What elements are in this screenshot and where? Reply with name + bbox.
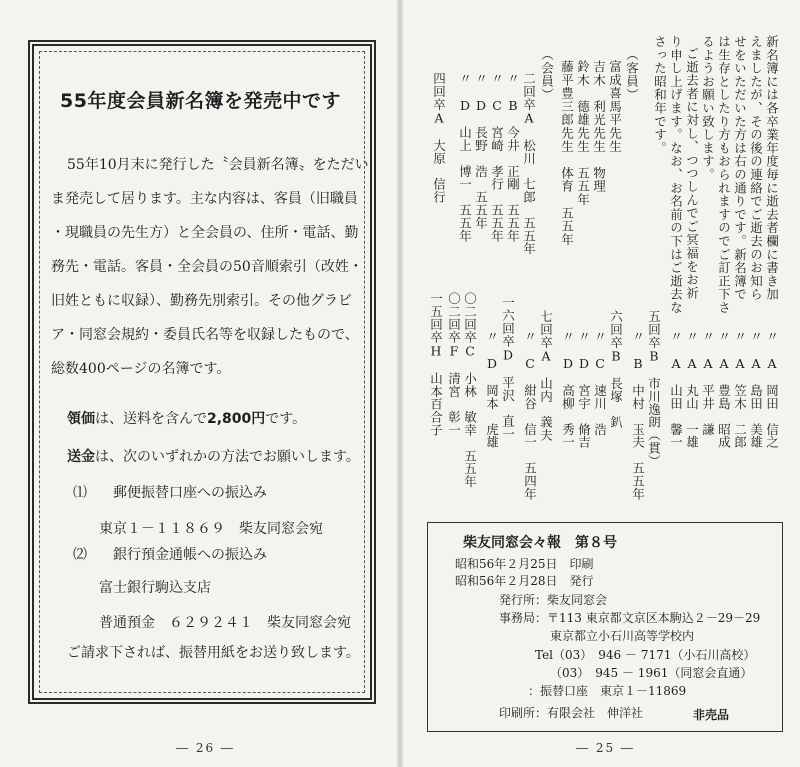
members-heading: （会員） bbox=[539, 48, 555, 102]
gutter bbox=[397, 0, 403, 767]
member-entry: 〃 D 山上 博一 五五年 bbox=[457, 72, 473, 243]
transfer-account: ：振替口座 東京１－11869 bbox=[528, 684, 687, 698]
method1-title: 郵便振替口座への振込み bbox=[113, 485, 267, 501]
staff-entry: 鈴木 德雄先生 五五年 bbox=[575, 60, 591, 207]
intro-column: るようお願い致します。 bbox=[700, 35, 716, 182]
issued-date: 昭和56年２月28日 発行 bbox=[455, 574, 594, 588]
ad-title: 55年度会員新名簿を発売中です bbox=[60, 90, 341, 112]
method1-title-line bbox=[51, 482, 361, 502]
intro-column: ご逝去者に対し、つつしんでご冥福をお祈 bbox=[684, 47, 700, 300]
price-amount: 2,800円 bbox=[207, 411, 266, 427]
member-entry: 二回卒A 松川 七郎 五五年 bbox=[521, 72, 537, 256]
remit-line bbox=[51, 446, 361, 466]
intro-line: 55年10月末に発行した〝会員新名簿〟をただい bbox=[67, 157, 369, 173]
printed-date: 昭和56年２月25日 印刷 bbox=[455, 557, 594, 571]
telephone-direct: （03） 945 － 1961（同窓会直通） bbox=[550, 666, 753, 680]
price-text: は、送料を含んで bbox=[95, 411, 207, 427]
member-entry: 〃 D 岡本 虎雄 bbox=[484, 330, 500, 449]
intro-line: 総数400ページの名簿です。 bbox=[51, 361, 231, 377]
method2-number: ⑵ bbox=[73, 547, 87, 563]
publisher: 発行所：柴友同窓会 bbox=[499, 593, 608, 607]
office-address: 事務局：〒113 東京都文京区本駒込２－29－29 bbox=[499, 611, 761, 625]
price-suffix: です。 bbox=[265, 411, 307, 427]
intro-column: せをいただいた方は右の通りです。新名簿で bbox=[732, 35, 748, 301]
price-label: 領価 bbox=[67, 411, 95, 427]
intro-column: さった昭和年です。 bbox=[652, 35, 668, 155]
page-number-right: ― 25 ― bbox=[576, 741, 635, 755]
member-entry: 〃 A 島田 美雄 bbox=[748, 330, 764, 449]
method1-detail: 東京１－１１８６９ 柴友同窓会宛 bbox=[99, 521, 323, 537]
member-entry: 〃 C 速川 浩 bbox=[592, 330, 608, 436]
intro-line: ・現職員の先生方）と全会員の、住所・電話、勤 bbox=[51, 225, 359, 241]
closing-line: ご請求下されば、振替用紙をお送り致します。 bbox=[67, 645, 360, 661]
member-entry: 〃 D 長野 浩 五五年 bbox=[473, 72, 489, 230]
telephone-school: Tel（03） 946 － 7171（小石川高校） bbox=[535, 648, 756, 662]
intro-line: 務先・電話。客員・全会員の50音順索引（改姓・ bbox=[51, 259, 363, 275]
printer: 印刷所：有限会社 伸洋社 bbox=[499, 706, 644, 720]
member-entry: 一五回卒H 山本百合子 bbox=[428, 292, 444, 437]
method2-title-line bbox=[51, 544, 361, 564]
member-entry: 〃 A 笠木 二郎 bbox=[732, 330, 748, 449]
intro-line: ア・同窓会規約・委員氏名等を収録したもので、 bbox=[51, 327, 359, 343]
member-entry: 〃 A 岡田 信之 bbox=[764, 330, 780, 449]
member-entry: 〃 A 平井 謙 bbox=[700, 330, 716, 436]
intro-line: ま発売して居ります。主な内容は、客員（旧職員 bbox=[51, 191, 358, 207]
colophon-box bbox=[427, 522, 783, 732]
member-entry: 〃 C 紺谷 信一 五四年 bbox=[522, 330, 538, 501]
method2-account: 普通預金 ６２９２４１ 柴友同窓会宛 bbox=[99, 615, 351, 631]
member-entry: 〃 D 高柳 秀一 bbox=[560, 330, 576, 449]
member-entry: 六回卒B 長塚 釟 bbox=[608, 310, 624, 429]
member-entry: 〇二回卒C 小林 敏幸 五五年 bbox=[462, 292, 478, 488]
member-entry: 〃 A 山田 馨一 bbox=[668, 330, 684, 449]
page-number-left: ― 26 ― bbox=[176, 741, 235, 755]
intro-line: 旧姓ともに収録）、勤務先別索引。その他グラビ bbox=[51, 293, 352, 309]
remit-text: は、次のいずれかの方法でお願いします。 bbox=[95, 449, 360, 465]
member-entry: 〃 B 今井 正剛 五五年 bbox=[505, 72, 521, 243]
member-entry: 〃 A 豊島 昭成 bbox=[716, 330, 732, 449]
staff-entry: 吉木 利光先生 物理 bbox=[591, 60, 607, 193]
school-name: 東京都立小石川高等学校内 bbox=[550, 629, 695, 643]
method1-number: ⑴ bbox=[73, 485, 87, 501]
intro-column: は生存としたり方もおられますのでご訂正下さ bbox=[716, 35, 732, 315]
member-entry: 〃 B 中村 玉夫 五五年 bbox=[630, 330, 646, 501]
price-line bbox=[51, 408, 361, 428]
member-entry: 七回卒A 山内 義夫 bbox=[538, 310, 554, 442]
not-for-sale-label: 非売品 bbox=[693, 708, 730, 722]
staff-entry: 藤平豊三郎先生 体育 五五年 bbox=[559, 60, 575, 247]
intro-column: 新名簿には各卒業年度毎に逝去者欄に書き加 bbox=[764, 35, 780, 301]
member-entry: 〇二回卒F 清宮 彰一 bbox=[446, 292, 462, 437]
ad-intro bbox=[51, 148, 369, 386]
member-entry: 〃 D 宮宇 脩吉 bbox=[576, 330, 592, 449]
newsletter-title: 柴友同窓会々報 第８号 bbox=[463, 535, 617, 551]
member-entry: 五回卒B 市川逸朗（貫） bbox=[646, 310, 662, 468]
member-entry: 一六回卒D 平沢 直一 bbox=[500, 296, 516, 441]
remit-label: 送金 bbox=[67, 449, 95, 465]
member-entry: 〃 A 丸山 一雄 bbox=[684, 330, 700, 449]
method2-title: 銀行預金通帳への振込み bbox=[113, 547, 267, 563]
member-entry: 〃 C 宮崎 孝行 五五年 bbox=[489, 72, 505, 243]
intro-column: えましたが、その後の連絡でご逝去のお知ら bbox=[748, 35, 764, 301]
staff-heading: （客員） bbox=[624, 48, 640, 102]
member-entry: 四回卒A 大原 信行 bbox=[431, 72, 447, 204]
method2-bank: 富士銀行駒込支店 bbox=[99, 580, 211, 596]
intro-column: り申し上げます。なお、お名前の下はご逝去な bbox=[668, 35, 684, 315]
staff-entry: 富成喜馬平先生 bbox=[607, 60, 623, 154]
